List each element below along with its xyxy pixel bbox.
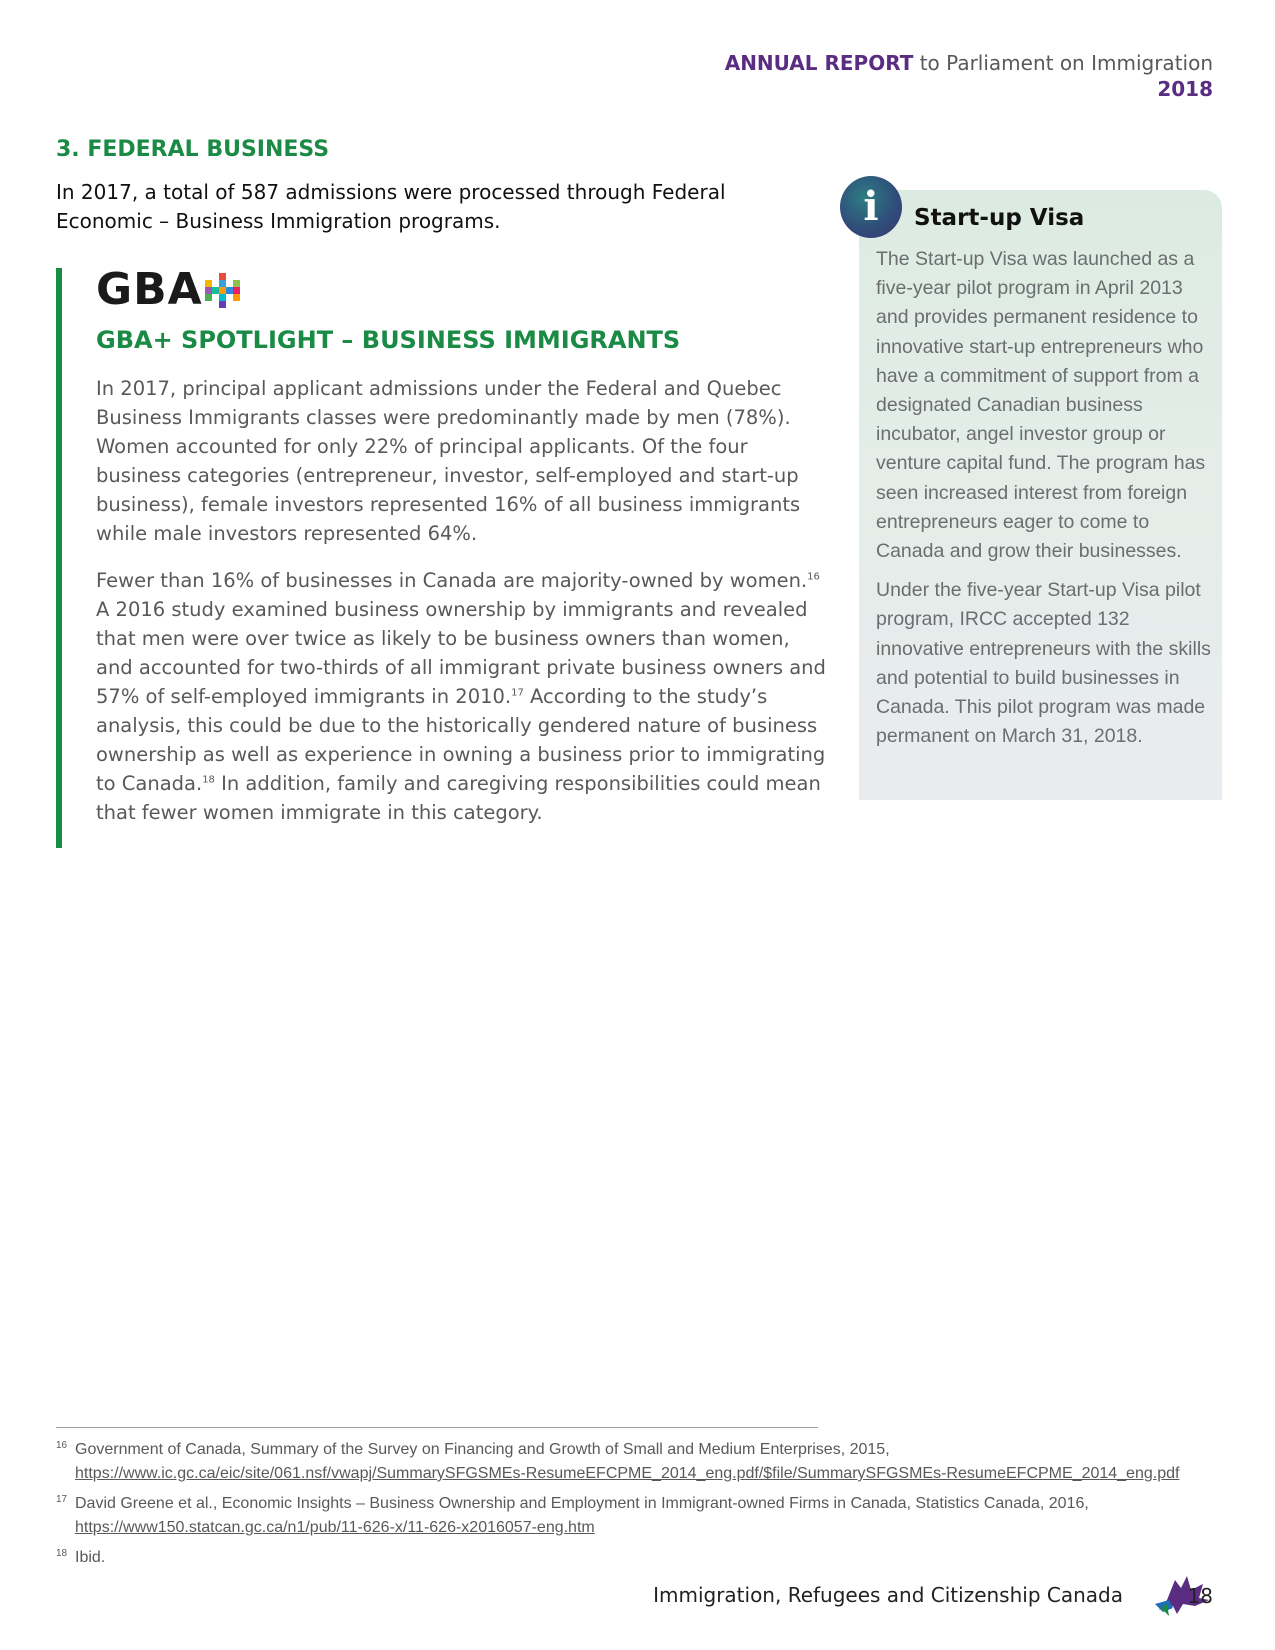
spotlight-body [96,374,826,845]
section-title: 3. FEDERAL BUSINESS [56,137,330,162]
footnote-link[interactable]: https://www.ic.gc.ca/eic/site/061.nsf/vwapj/SummarySFGSMEs-ResumeEFCPME_2014_eng.pdf/$file/SummarySFGSMEs-ResumeEFCPME_2014_eng.pdf [75,1465,1180,1482]
sidebar-title: Start-up Visa [914,205,1085,231]
footnote-number: 16 [56,1440,68,1451]
footnote-17 [56,1492,1226,1540]
footnote-number: 17 [56,1494,68,1505]
footnote-citation: Ibid. [75,1549,106,1566]
sidebar-body [876,245,1212,761]
footnote-citation: David Greene et al., Economic Insights – Business Ownership and Employment in Immigrant-owned Firms in Canada, Statistics Canada, 2016, [75,1495,1089,1512]
page-number: 18 [1187,1584,1213,1608]
footnote-18 [56,1546,1226,1570]
page-footer [653,1570,1213,1620]
report-year: 2018 [1157,77,1213,101]
footnote-link[interactable]: https://www150.statcan.gc.ca/n1/pub/11-626-x/11-626-x2016057-eng.htm [75,1519,595,1536]
spotlight-text: According to the study’s analysis, this could be due to the historically gendered nature of business ownership as well as experience in owning a business prior to immigrating to Canada. [96,685,826,795]
footnote-number: 18 [56,1548,68,1559]
spotlight-paragraph-1: In 2017, principal applicant admissions under the Federal and Quebec Business Immigrants classes were predominantly made by men (78%). Women accounted for only 22% of principal applicants. Of the four business categories (entrepreneur, investor, self-employed and start-up business), female investors represented 16% of all business immigrants while male investors represented 64%. [96,377,801,545]
footnotes [56,1438,1226,1576]
section-intro: In 2017, a total of 587 admissions were processed through Federal Economic – Business Immigration programs. [56,180,726,233]
spotlight-paragraph-2 [96,566,826,827]
footnote-text [75,1492,1226,1540]
report-title [725,50,1213,76]
spotlight-text: In addition, family and caregiving responsibilities could mean that fewer women immigrate in this category. [96,772,821,824]
department-name: Immigration, Refugees and Citizenship Canada [653,1583,1123,1607]
footnote-16 [56,1438,1226,1486]
gba-logo-text: GBA [96,264,203,315]
footnote-ref-18[interactable]: 18 [202,774,215,786]
info-icon: i [840,176,902,238]
footnote-divider [56,1427,818,1428]
spotlight-title: GBA+ SPOTLIGHT – BUSINESS IMMIGRANTS [96,326,681,354]
page-header [725,50,1213,102]
spotlight-text: A 2016 study examined business ownership by immigrants and revealed that men were over twice as likely to be business owners than women, and accounted for two-thirds of all immigrant private business owners and 57% of self-employed immigrants in 2010. [96,598,826,708]
sidebar-paragraph-2: Under the five-year Start-up Visa pilot program, IRCC accepted 132 innovative entrepreneurs with the skills and potential to build businesses in Canada. This pilot program was made permanent on March 31, 2018. [876,579,1211,748]
report-title-rest: to Parliament on Immigration [913,51,1213,75]
footnote-ref-16[interactable]: 16 [807,571,820,583]
footnote-ref-17[interactable]: 17 [511,687,524,699]
gba-spotlight-box [56,264,832,848]
maple-leaf-icon [1147,1570,1213,1620]
sidebar-paragraph-1: The Start-up Visa was launched as a five-year pilot program in April 2013 and provides permanent residence to innovative start-up entrepreneurs who have a commitment of support from a designated Canadian business incubator, angel investor group or venture capital fund. The program has seen increased interest from foreign entrepreneurs eager to come to Canada and grow their businesses. [876,248,1206,563]
footnote-citation: Government of Canada, Summary of the Survey on Financing and Growth of Small and Medium Enterprises, 2015, [75,1441,890,1458]
gba-logo [96,264,240,315]
gba-plus-icon [205,273,240,308]
footnote-text [75,1438,1226,1486]
report-title-bold: ANNUAL REPORT [724,51,914,75]
spotlight-text: Fewer than 16% of businesses in Canada are majority-owned by women. [96,569,808,592]
